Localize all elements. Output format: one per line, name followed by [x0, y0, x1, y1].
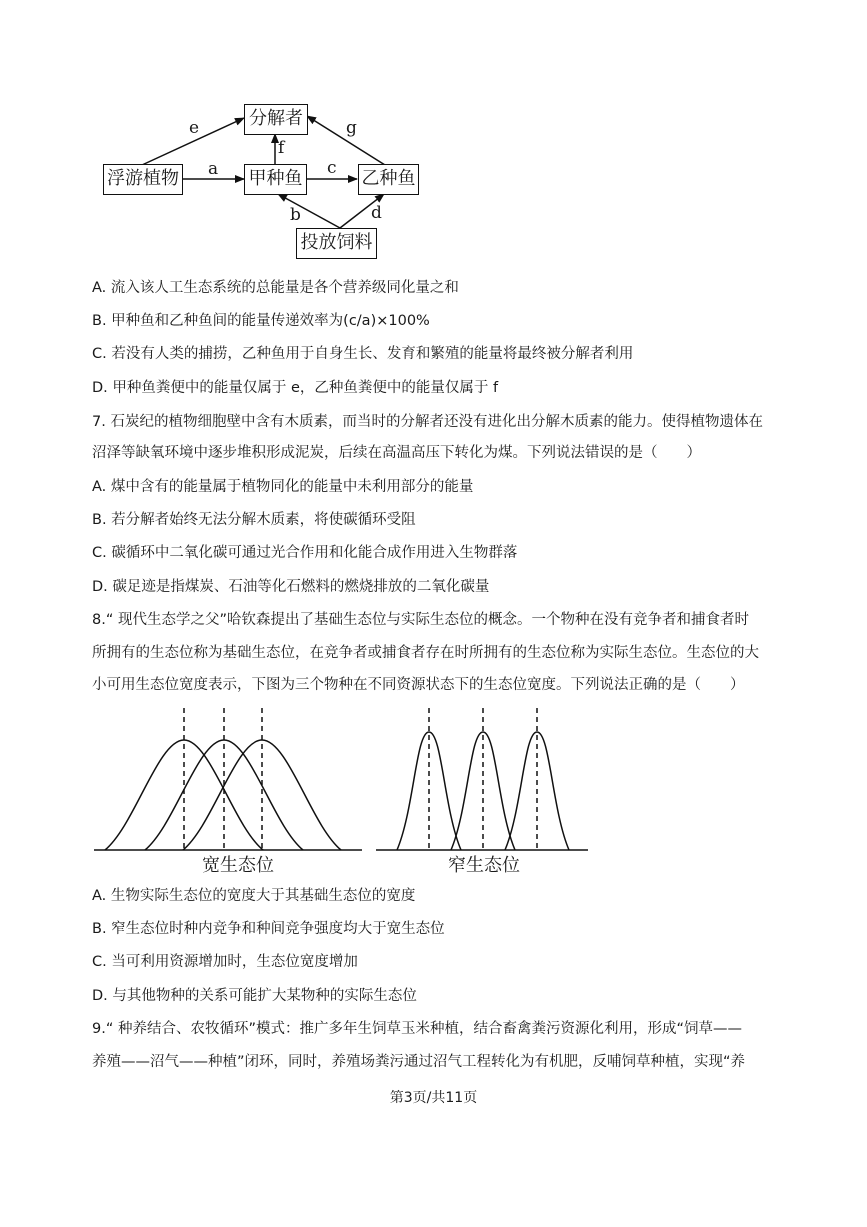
q8-stem-line-2: 所拥有的生态位称为基础生态位，在竞争者或捕食者存在时所拥有的生态位称为实际生态位。生态位的大	[92, 645, 759, 661]
narrow-niche-caption: 窄生态位	[448, 855, 520, 876]
label-f: f	[278, 138, 285, 158]
q6-option-a: A. 流入该人工生态系统的总能量是各个营养级同化量之和	[92, 280, 459, 296]
q8-option-b: B. 窄生态位时种内竞争和种间竞争强度均大于宽生态位	[92, 921, 445, 937]
q7-stem-line-1: 7. 石炭纪的植物细胞壁中含有木质素，而当时的分解者还没有进化出分解木质素的能力。使得植物遗体在	[92, 414, 763, 430]
q9-stem-line-1: 9.“ 种养结合、农牧循环”模式：推广多年生饲草玉米种植，结合畜禽粪污资源化利用，形成“饲草——	[92, 1021, 742, 1037]
q8-option-d: D. 与其他物种的关系可能扩大某物种的实际生态位	[92, 988, 417, 1004]
q7-option-c: C. 碳循环中二氧化碳可通过光合作用和化能合成作用进入生物群落	[92, 545, 518, 561]
q7-option-a: A. 煤中含有的能量属于植物同化的能量中未利用部分的能量	[92, 479, 474, 495]
q9-stem-line-2: 养殖——沼气——种植”闭环，同时，养殖场粪污通过沼气工程转化为有机肥，反哺饲草种植，实现“养	[92, 1054, 746, 1070]
q6-option-b: B. 甲种鱼和乙种鱼间的能量传递效率为(c/a)×100%	[92, 313, 430, 329]
label-a: a	[208, 159, 219, 179]
q8-stem-line-3: 小可用生态位宽度表示，下图为三个物种在不同资源状态下的生态位宽度。下列说法正确的是（ ）	[92, 677, 745, 693]
q7-stem-line-2: 沼泽等缺氧环境中逐步堆积形成泥炭，后续在高温高压下转化为煤。下列说法错误的是（ ）	[92, 445, 701, 461]
node-fish-b: 乙种鱼	[358, 164, 419, 195]
q8-option-c: C. 当可利用资源增加时，生态位宽度增加	[92, 954, 358, 970]
node-plankton: 浮游植物	[103, 164, 183, 195]
label-c: c	[327, 158, 337, 178]
arrow-b	[278, 194, 340, 228]
label-e: e	[189, 118, 200, 138]
niche-width-figure	[0, 700, 867, 860]
q7-option-b: B. 若分解者始终无法分解木质素，将使碳循环受阻	[92, 512, 416, 528]
label-g: g	[346, 118, 357, 138]
q7-option-d: D. 碳足迹是指煤炭、石油等化石燃料的燃烧排放的二氧化碳量	[92, 579, 490, 595]
node-feed: 投放饲料	[296, 228, 377, 259]
q8-stem-line-1: 8.“ 现代生态学之父”哈钦森提出了基础生态位与实际生态位的概念。一个物种在没有竞争者和捕食者时	[92, 612, 749, 628]
food-web-arrows	[0, 0, 867, 270]
q8-option-a: A. 生物实际生态位的宽度大于其基础生态位的宽度	[92, 888, 416, 904]
node-fish-a: 甲种鱼	[244, 164, 307, 195]
label-d: d	[371, 203, 382, 223]
q6-option-c: C. 若没有人类的捕捞，乙种鱼用于自身生长、发育和繁殖的能量将最终被分解者利用	[92, 346, 634, 362]
node-decomposer: 分解者	[244, 104, 308, 135]
wide-niche-caption: 宽生态位	[202, 855, 274, 876]
page-number: 第3页/共11页	[389, 1090, 478, 1106]
label-b: b	[290, 205, 301, 225]
q6-option-d: D. 甲种鱼粪便中的能量仅属于 e，乙种鱼粪便中的能量仅属于 f	[92, 380, 499, 396]
